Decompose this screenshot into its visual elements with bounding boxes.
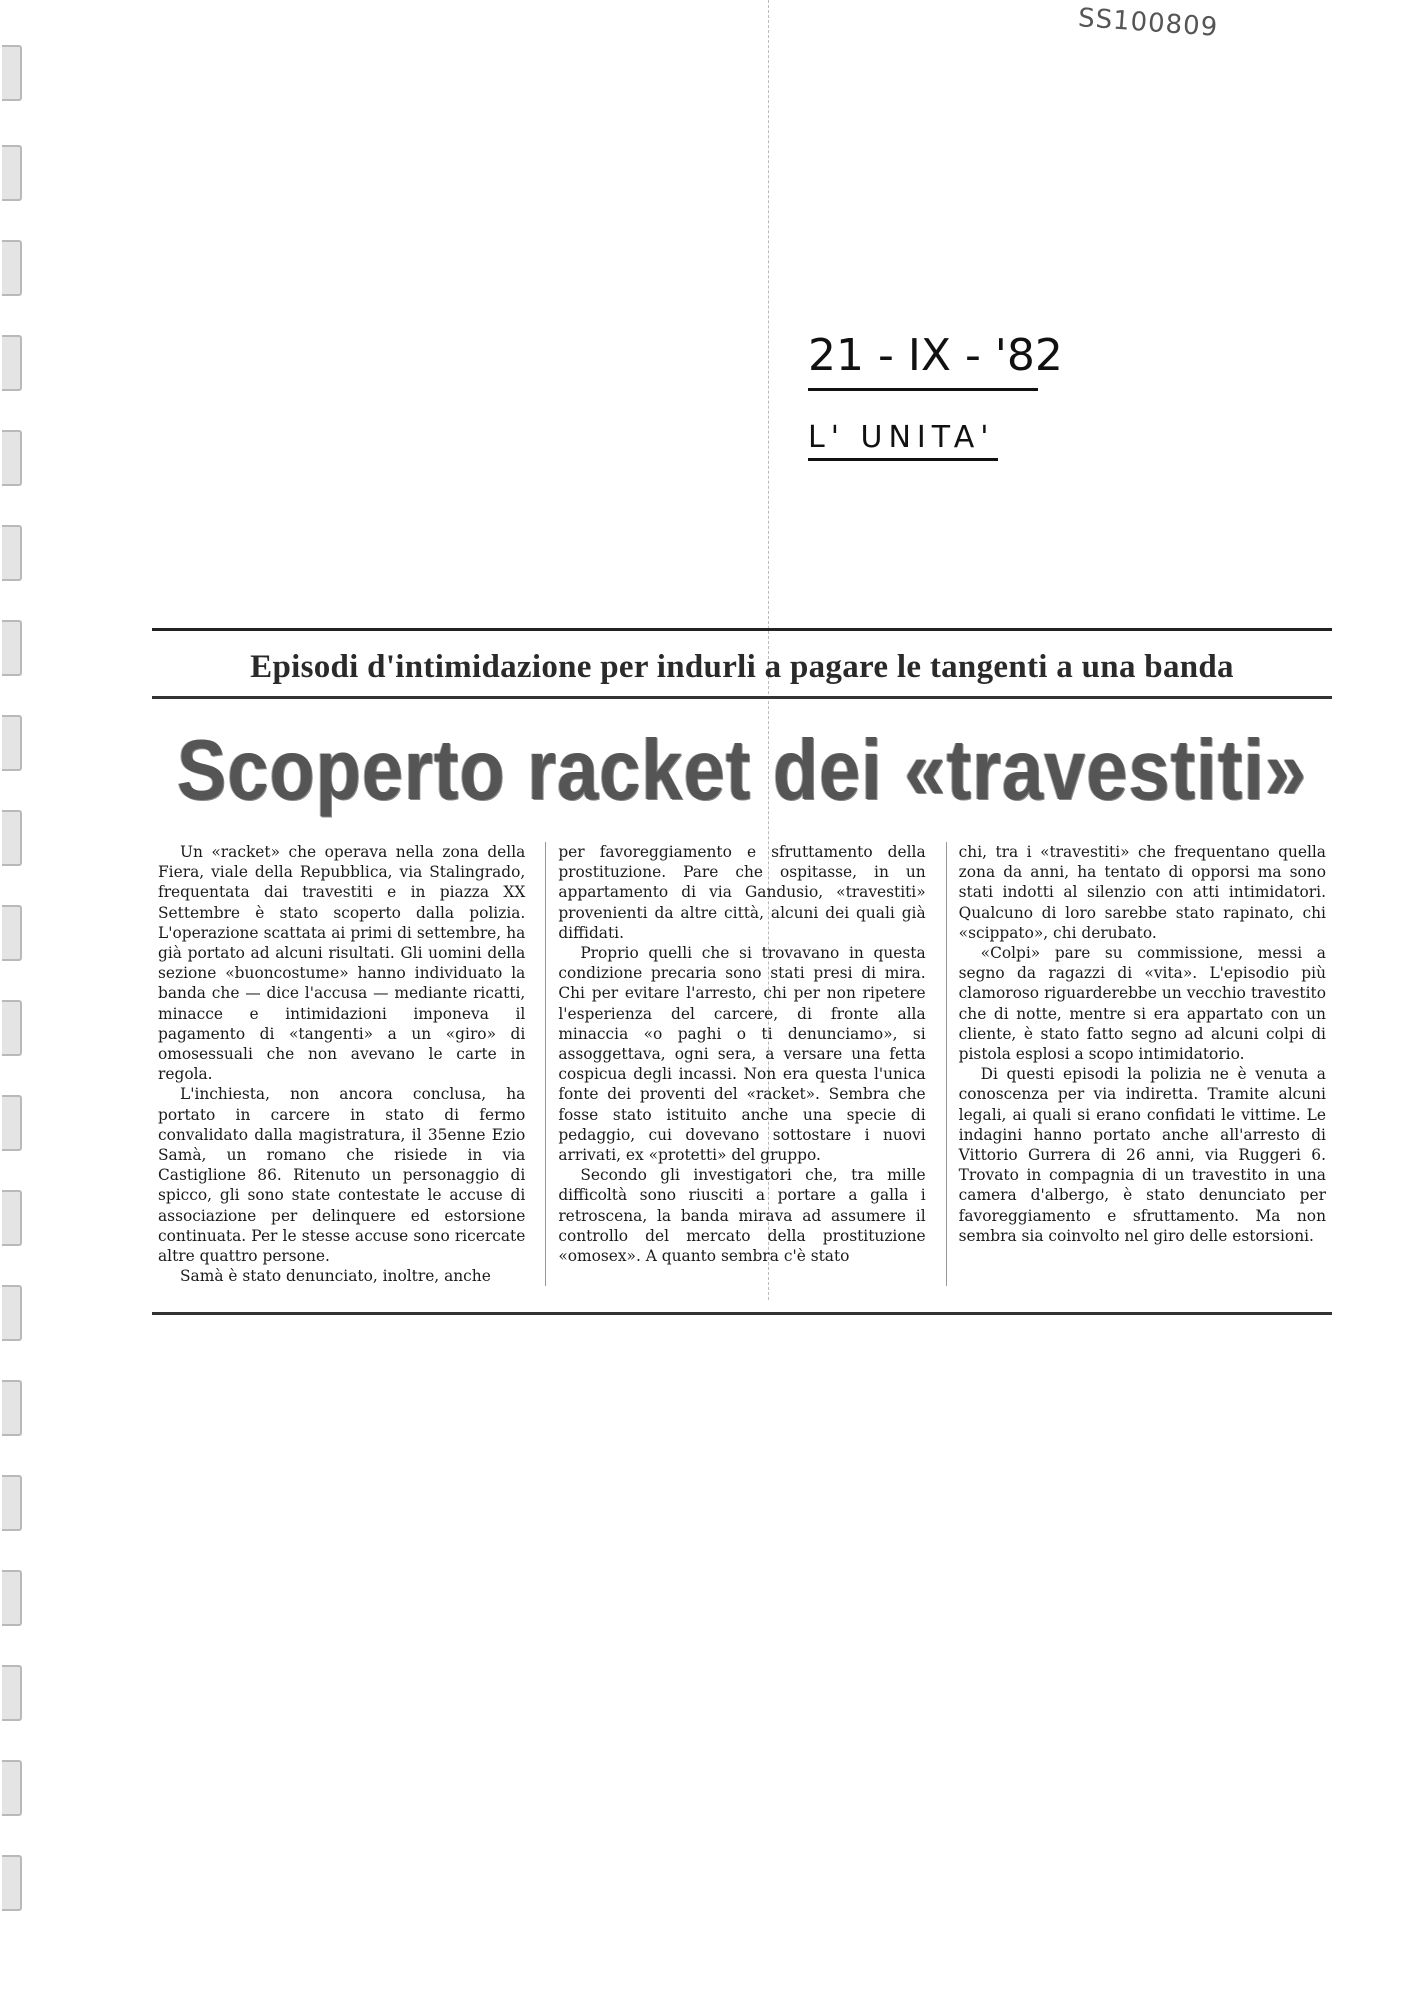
article-headline: Scoperto racket dei «travestiti» <box>176 721 1308 818</box>
binding-mark <box>2 525 22 581</box>
binding-mark <box>2 1285 22 1341</box>
binding-mark <box>2 1000 22 1056</box>
binding-mark <box>2 1570 22 1626</box>
article-clipping <box>152 628 1332 1315</box>
binding-mark <box>2 335 22 391</box>
binding-mark <box>2 1665 22 1721</box>
newspaper-underline <box>808 458 998 461</box>
handwritten-newspaper-name: L' UNITA' <box>808 420 995 455</box>
binding-mark <box>2 810 22 866</box>
paragraph: Proprio quelli che si trovavano in questa condizione precaria sono stati presi di mira. Chi per evitare l'arresto, chi per non ripetere l'esperienza del carcere, di fronte alla minaccia «o paghi o ti denunciamo», si assoggettava, ogni sera, a versare una fetta cospicua degli incassi. Non era questa l'unica fonte dei proventi del «racket». Sembra che fosse stato istituito anche una specie di pedaggio, cui dovevano sottostare i nuovi arrivati, ex «protetti» del gruppo. <box>558 944 926 1165</box>
paragraph: Samà è stato denunciato, inoltre, anche <box>180 1267 491 1286</box>
binding-mark <box>2 45 22 101</box>
binding-mark <box>2 1380 22 1436</box>
article-column-3 <box>946 842 1332 1286</box>
article-kicker: Episodi d'intimidazione per indurli a pagare le tangenti a una banda <box>250 649 1234 685</box>
handwritten-date: 21 - IX - '82 <box>808 330 1063 381</box>
binding-mark <box>2 905 22 961</box>
binding-mark <box>2 715 22 771</box>
date-underline <box>808 388 1038 391</box>
article-column-1 <box>152 842 531 1286</box>
kicker-rule <box>152 696 1332 699</box>
binding-mark <box>2 1095 22 1151</box>
paragraph: Un «racket» che operava nella zona della Fiera, viale della Repubblica, via Stalingrado, frequentata dai travestiti e in piazza XX Settembre è stato scoperto dalla polizia. L'operazione scattata ai primi di settembre, ha già portato ad alcuni risultati. Gli uomini della sezione «buoncostume» hanno individuato la banda che — dice l'accusa — mediante ricatti, minacce e intimidazioni imponeva il pagamento di «tangenti» a un «giro» di omosessuali che non avevano le carte in regola. <box>158 843 526 1084</box>
binding-mark <box>2 240 22 296</box>
paragraph: chi, tra i «travestiti» che frequentano quella zona da anni, ha tentato di opporsi ma sono stati indotti al silenzio con atti intimidatori. Qualcuno di loro sarebbe stato rapinato, chi «scippato», chi derubato. <box>958 843 1326 942</box>
paragraph: «Colpi» pare su commissione, messi a segno da ragazzi di «vita». L'episodio più clamoroso riguarderebbe un vecchio travestito che di notte, mentre si era appartato con un cliente, è stato fatto segno ad alcuni colpi di pistola esplosi a scopo intimidatorio. <box>958 944 1326 1064</box>
top-rule <box>152 628 1332 631</box>
paragraph: Secondo gli investigatori che, tra mille difficoltà sono riusciti a portare a galla i retroscena, la banda mirava ad assumere il controllo del mercato della prostituzione «omosex». A quanto sembra c'è stato <box>558 1166 926 1266</box>
binding-mark <box>2 1190 22 1246</box>
paragraph: Di questi episodi la polizia ne è venuta a conoscenza per via indiretta. Tramite alcuni legali, ai quali si erano confidati le vittime. Le indagini hanno portato anche all'arresto di Vittorio Gurrera di 26 anni, via Ruggeri 6. Trovato in compagnia di un travestito in una camera d'albergo, è stato denunciato per favoreggiamento e sfruttamento. Ma non sembra sia coinvolto nel giro delle estorsioni. <box>958 1065 1326 1245</box>
binding-mark <box>2 430 22 486</box>
paragraph: per favoreggiamento e sfruttamento della prostituzione. Pare che ospitasse, in un appartamento di via Gandusio, «travestiti» provenienti da altre città, alcuni dei quali già diffidati. <box>558 843 926 942</box>
article-column-2 <box>545 842 931 1286</box>
binding-mark <box>2 1760 22 1816</box>
bottom-rule <box>152 1312 1332 1315</box>
binding-mark <box>2 1855 22 1911</box>
binding-mark <box>2 620 22 676</box>
paragraph: L'inchiesta, non ancora conclusa, ha portato in carcere in stato di fermo convalidato dalla magistratura, il 35enne Ezio Samà, un romano che risiede in via Castiglione 86. Ritenuto un personaggio di spicco, gli sono state contestate le accuse di associazione per delinquere ed estorsione continuata. Per le stesse accuse sono ricercate altre quattro persone. <box>158 1085 526 1266</box>
archive-number: SS100809 <box>1077 3 1220 43</box>
binding-mark <box>2 1475 22 1531</box>
binding-mark <box>2 145 22 201</box>
article-columns <box>152 842 1332 1286</box>
